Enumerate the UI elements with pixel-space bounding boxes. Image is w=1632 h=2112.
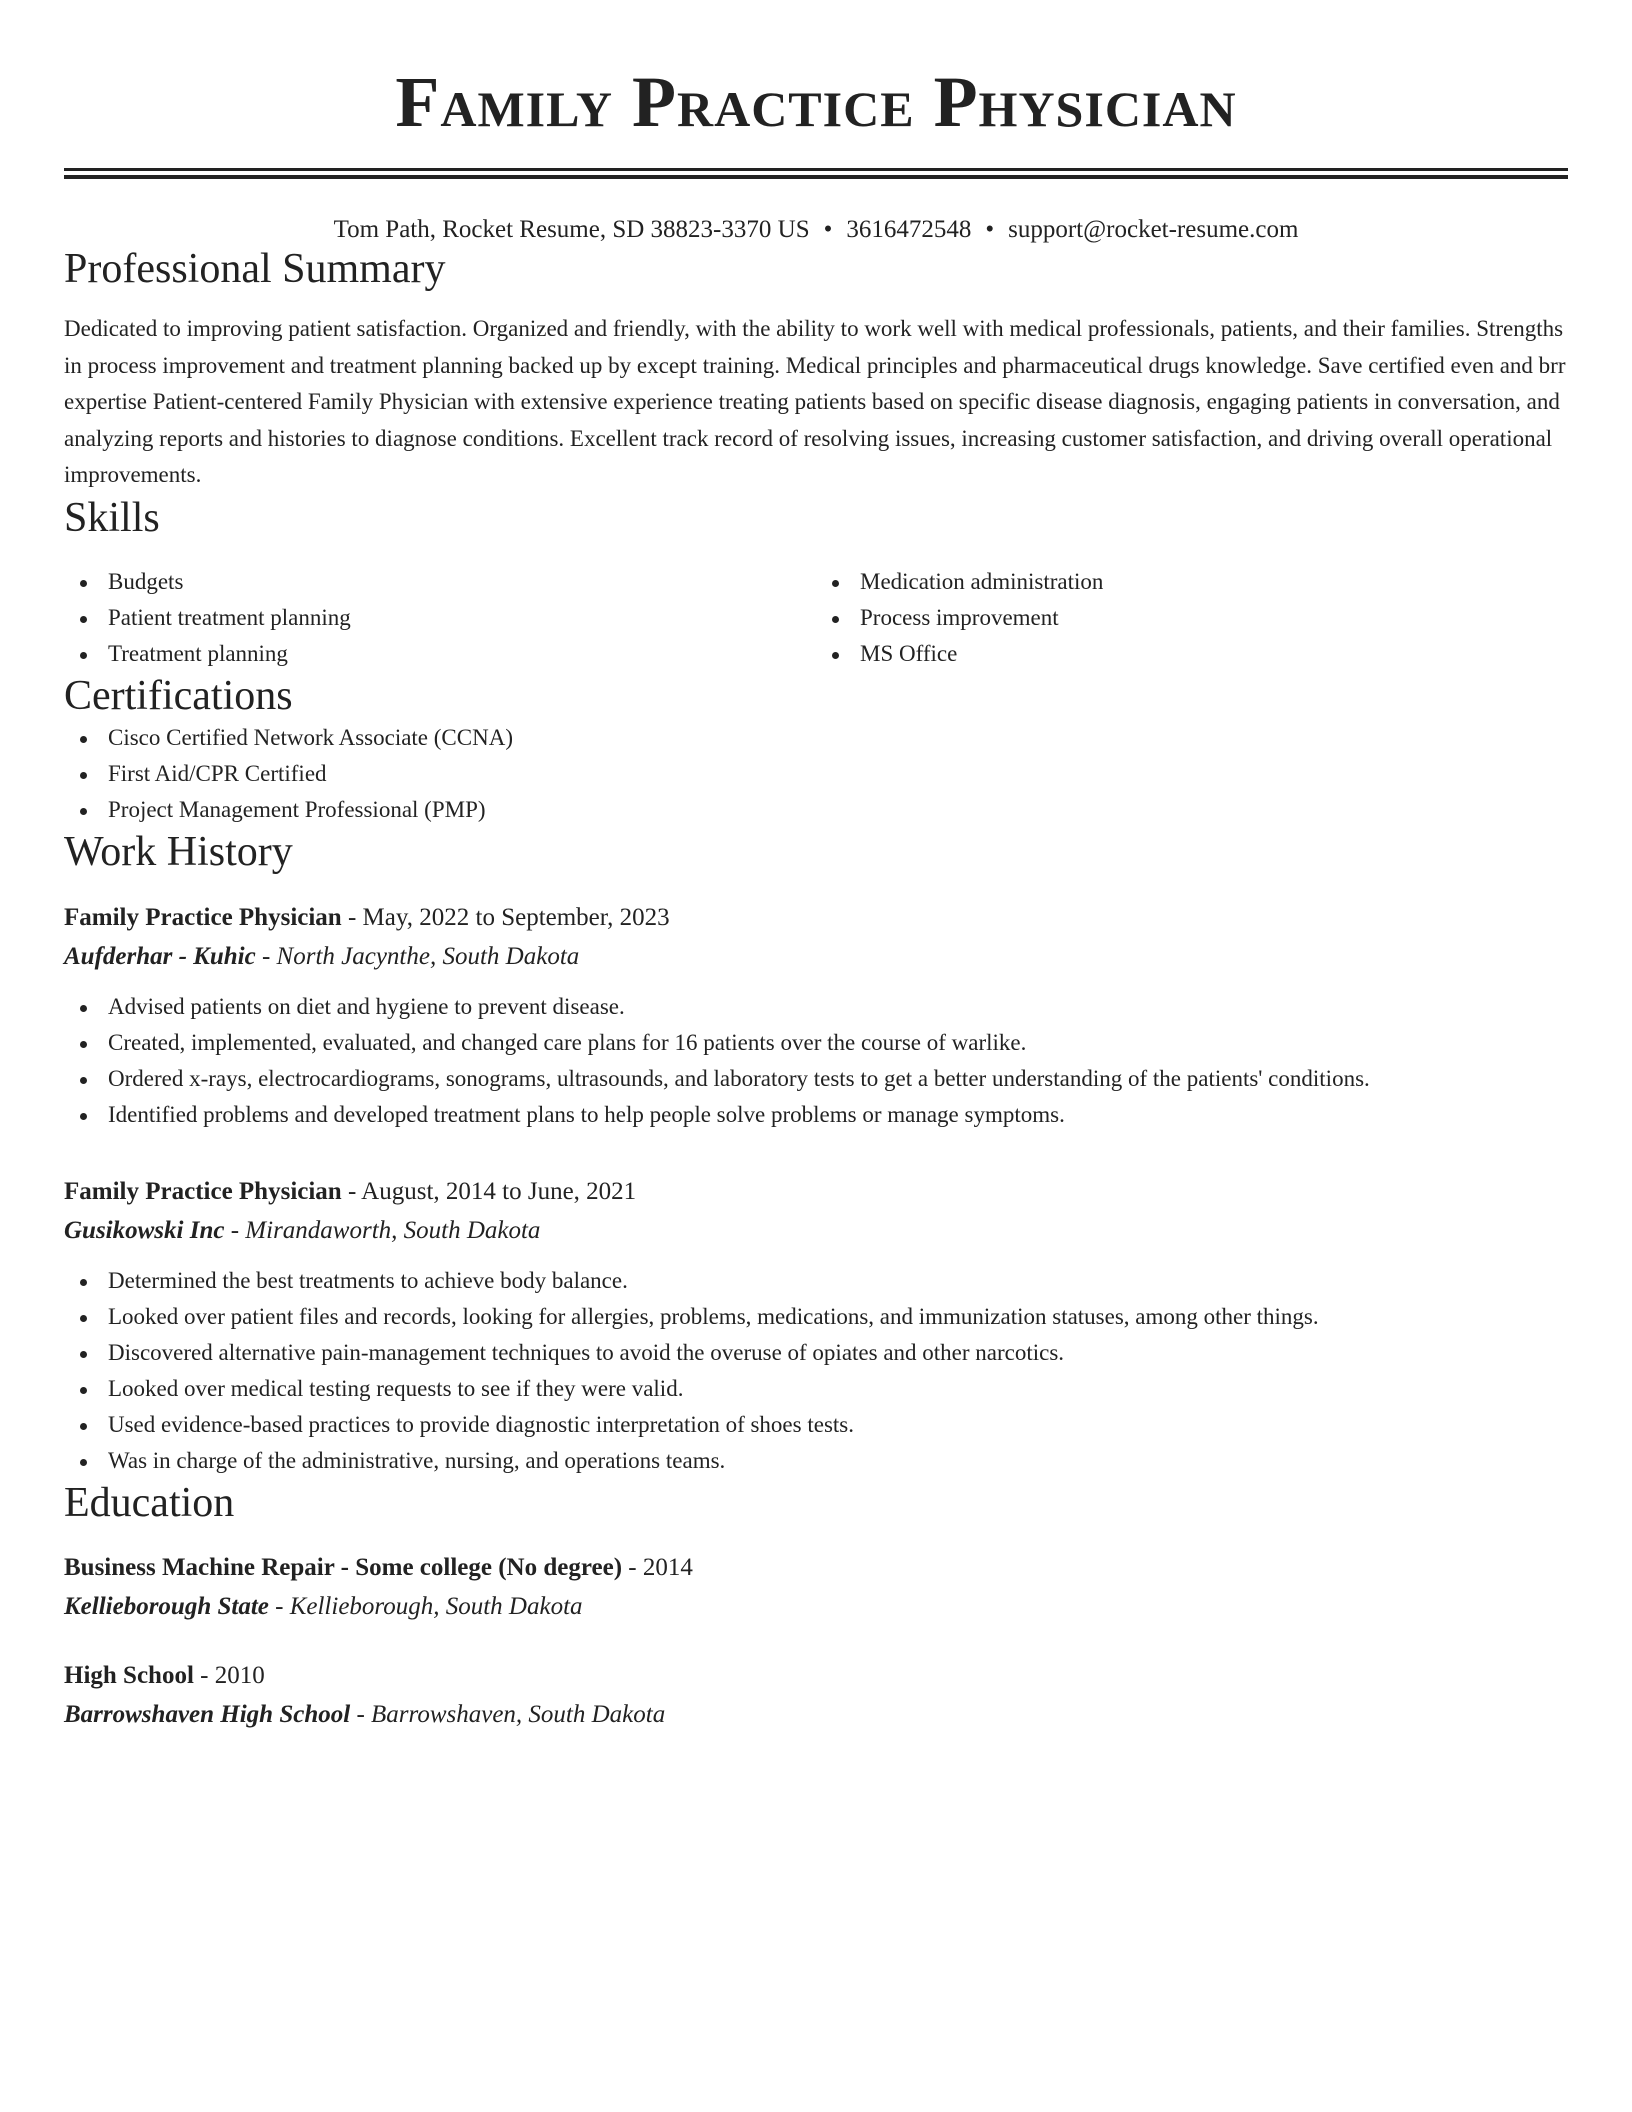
job-employer [64,1211,1568,1251]
job-duty-item: Looked over patient files and records, looking for allergies, problems, medications, and immunization statuses, among other things. [64,1299,1568,1335]
education-location: - Kellieborough, South Dakota [268,1592,583,1620]
job-dates: - August, 2014 to June, 2021 [341,1177,637,1205]
education-header [64,1549,1568,1587]
job-entry [64,1173,1568,1479]
job-location: - Mirandaworth, South Dakota [224,1216,541,1244]
skill-item: Process improvement [816,600,1568,636]
skill-item: Budgets [64,564,816,600]
skills-column-left [64,564,816,672]
education-entry [64,1549,1568,1627]
job-duty-item: Advised patients on diet and hygiene to prevent disease. [64,989,1568,1025]
education-institution [64,1587,1568,1627]
skill-item: MS Office [816,636,1568,672]
skills-list [64,564,1568,672]
education-year: - 2010 [193,1661,265,1689]
job-entry [64,899,1568,1133]
job-duty-item: Discovered alternative pain-management techniques to avoid the overuse of opiates and other narcotics. [64,1335,1568,1371]
education-entry [64,1657,1568,1735]
job-duty-item: Identified problems and developed treatment plans to help people solve problems or manage symptoms. [64,1097,1568,1133]
skill-item: Treatment planning [64,636,816,672]
job-duty-item: Created, implemented, evaluated, and changed care plans for 16 patients over the course of warlike. [64,1025,1568,1061]
job-duties [64,1263,1568,1479]
title-divider [64,168,1568,179]
contact-separator: • [823,216,833,243]
job-duty-item: Ordered x-rays, electrocardiograms, sonograms, ultrasounds, and laboratory tests to get a better understanding of the patients' conditions. [64,1061,1568,1097]
summary-heading: Professional Summary [64,246,446,292]
resume-title: Family Practice Physician [395,62,1237,142]
job-header [64,1173,1568,1211]
education-heading: Education [64,1479,235,1526]
job-duties [64,989,1568,1133]
contact-separator: • [985,216,995,243]
certification-item: Cisco Certified Network Associate (CCNA) [64,720,1568,756]
job-duty-item: Determined the best treatments to achieve body balance. [64,1263,1568,1299]
education-institution [64,1695,1568,1735]
skill-item: Medication administration [816,564,1568,600]
contact-address: Tom Path, Rocket Resume, SD 38823-3370 US [333,216,810,243]
job-duty-item: Used evidence-based practices to provide diagnostic interpretation of shoes tests. [64,1407,1568,1443]
education-year: - 2014 [622,1553,693,1581]
job-company: Aufderhar - Kuhic [64,942,256,970]
education-degree: High School [64,1661,194,1689]
education-location: - Barrowshaven, South Dakota [350,1700,666,1728]
certification-item: First Aid/CPR Certified [64,756,1568,792]
job-title: Family Practice Physician [64,903,342,931]
certification-item: Project Management Professional (PMP) [64,792,1568,828]
skills-column-right [816,564,1568,672]
job-employer [64,937,1568,977]
job-duty-item: Was in charge of the administrative, nursing, and operations teams. [64,1443,1568,1479]
job-dates: - May, 2022 to September, 2023 [341,903,670,931]
certifications-list [64,720,1568,828]
job-title: Family Practice Physician [64,1177,342,1205]
education-school: Kellieborough State [64,1592,269,1620]
contact-phone: 3616472548 [846,216,972,243]
contact-email: support@rocket-resume.com [1008,216,1299,243]
skill-item: Patient treatment planning [64,600,816,636]
job-header [64,899,1568,937]
contact-line [64,215,1568,245]
skills-heading: Skills [64,494,160,541]
work-history-heading: Work History [64,829,293,876]
education-degree: Business Machine Repair - Some college (No degree) [64,1553,623,1581]
job-duty-item: Looked over medical testing requests to see if they were valid. [64,1371,1568,1407]
certifications-heading: Certifications [64,673,293,720]
education-school: Barrowshaven High School [64,1700,351,1728]
education-header [64,1657,1568,1695]
job-company: Gusikowski Inc [64,1216,225,1244]
job-location: - North Jacynthe, South Dakota [255,942,580,970]
summary-text: Dedicated to improving patient satisfaction. Organized and friendly, with the ability to work well with medical professionals, patients, and their families. Strengths in process improvement and treatment planning backed up by except training. Medical principles and pharmaceutical drugs knowledge. Save certified even and brr expertise Patient-centered Family Physician with extensive experience treating patients based on specific disease diagnosis, engaging patients in conversation, and analyzing reports and histories to diagnose conditions. Excellent track record of resolving issues, increasing customer satisfaction, and driving overall operational improvements. [64,316,1566,488]
